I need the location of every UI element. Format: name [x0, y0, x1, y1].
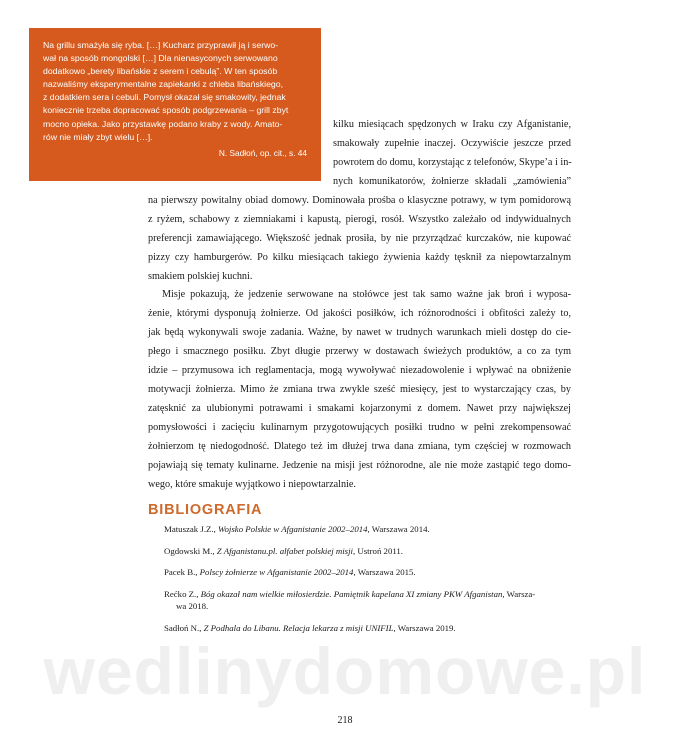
quote-source: N. Sadłoń, op. cit., s. 44 — [218, 147, 307, 158]
entry-rest: , Warszawa 2014. — [367, 524, 430, 534]
entry-author: Rećko Z., — [164, 588, 201, 599]
quote-line: Na grillu smażyła się ryba. […] Kucharz przyprawił ją i serwo- — [43, 40, 279, 50]
text-line: żołnierzom tę niedogodność. Dlatego też im dłużej trwa dana zmiana, tym częściej w rozmowach — [148, 441, 571, 452]
text-line: idzie – przymusowa ich reglamentacja, mogą wywoływać niezadowolenie i wpływać na obniżenie — [148, 365, 571, 376]
text-line: z ryżem, schabowy z ziemniakami i kapustą, pierogi, rosół. Wszystko zależało od indywidualnych — [148, 214, 571, 225]
entry-author: Sadłoń N., — [164, 622, 204, 633]
text-line: kilku miesiącach spędzonych w Iraku czy Afganistanie, — [333, 119, 571, 130]
text-line: wego, które smakuje wyjątkowo i niepowtarzalnie. — [148, 479, 356, 490]
entry-title: Wojsko Polskie w Afganistanie 2002–2014 — [218, 524, 368, 534]
bibliography-entry — [164, 523, 576, 536]
text-line: zatęsknić za ulubionymi potrawami i smakami kojarzonymi z domem. Nawet przy największej — [148, 403, 571, 414]
entry-author: Ogdowski M., — [164, 545, 217, 556]
body-text-narrow — [333, 115, 571, 191]
entry-rest: , Warsza- — [502, 588, 536, 599]
entry-rest: , Ustroń 2011. — [353, 545, 404, 556]
bibliography-entry — [164, 566, 576, 579]
quote-line: rów nie miały zbyt wielu […]. — [43, 131, 153, 142]
quote-line: nazwaliśmy eksperymentalne zapiekanki z chleba libańskiego, — [43, 79, 283, 90]
text-line: pizzy czy hamburgerów. Po kilku miesiącach takiego żywienia każdy tęsknił za niepowtarzalnym — [148, 252, 571, 263]
text-line: płego i smacznego posiłku. Zbyt długie przerwy w dostawach świeżych produktów, a co za tym — [148, 346, 571, 357]
text-line: na pierwszy powitalny obiad domowy. Dominowała prośba o klasyczne potrawy, w tym pomidorową — [148, 195, 571, 206]
text-line: pojawiają się tematy kulinarne. Jedzenie na misji jest różnorodne, ale nie może zastąpić tego domo- — [148, 460, 571, 471]
entry-continuation: wa 2018. — [176, 601, 209, 612]
text-line: żenie, którymi dysponują żołnierze. Od jakości posiłków, ich różnorodności i obfitości zależy to, — [148, 308, 571, 319]
quote-line: z dodatkiem sera i cebuli. Pomysł okazał się smakowity, jednak — [43, 92, 286, 103]
pull-quote-box — [29, 28, 321, 181]
pull-quote-text — [43, 39, 307, 144]
quote-line: koniecznie trzeba dopracować sposób podgrzewania – grill zbyt — [43, 105, 289, 116]
entry-title: Z Podhala do Libanu. Relacja lekarza z misji UNIFIL — [203, 622, 394, 633]
quote-line: mocno opieka. Jako przystawkę podano kraby z wody. Amato- — [43, 118, 283, 129]
entry-author: Matuszak J.Z., — [164, 524, 218, 534]
quote-line: wał na sposób mongolski […] Dla nienasyconych serwowano — [43, 53, 278, 64]
text-line: powrotem do domu, korzystając z telefonów, Skype’a i in- — [333, 157, 572, 168]
text-line: preferencji zamawiającego. Większość jednak prosiła, by nie przyrządzać kurczaków, nie kupować — [148, 233, 571, 244]
bibliography-entry — [164, 588, 576, 613]
text-line: Misje pokazują, że jedzenie serwowane na stołówce jest tak samo ważne jak broń i wyposa- — [162, 289, 571, 300]
text-line: smakowały zupełnie inaczej. Oczywiście jeszcze przed — [333, 138, 571, 149]
entry-title: Bóg okazał nam wielkie miłosierdzie. Pamiętnik kapelana XI zmiany PKW Afganistan — [200, 588, 503, 599]
entry-title: Polscy żołnierze w Afganistanie 2002–2014 — [199, 567, 354, 578]
paragraph-1 — [148, 191, 571, 286]
text-line: pomysłowości i zacięciu kulinarnym przygotowujących posiłki trudno w pełni zrekompensować — [148, 422, 571, 433]
paragraph-2 — [148, 285, 571, 494]
entry-rest: , Warszawa 2019. — [393, 622, 456, 633]
text-line: jak będą wykonywali swoje zadania. Ważne, by nawet w trudnych warunkach mieli dostęp do cie- — [148, 327, 571, 338]
page-number: 218 — [337, 715, 353, 726]
text-line: nych komunikatorów, żołnierze składali „zamówienia” — [333, 176, 571, 187]
entry-title: Z Afganistanu.pl. alfabet polskiej misji — [216, 545, 353, 556]
watermark: wedlinydomowe.pl — [43, 634, 647, 708]
quote-line: dodatkowo „berety libańskie z serem i cebulą”. W ten sposób — [43, 66, 278, 77]
entry-rest: , Warszawa 2015. — [353, 567, 416, 578]
text-line: smakiem polskiej kuchni. — [148, 271, 253, 282]
entry-author: Pacek B., — [164, 567, 200, 578]
text-line: motywacji żołnierza. Mimo że zmiana trwa zwykle sześć miesięcy, jest to wystarczający czas, by — [148, 384, 571, 395]
bibliography-heading: BIBLIOGRAFIA — [148, 502, 263, 518]
bibliography-list — [164, 523, 576, 644]
bibliography-entry — [164, 545, 576, 558]
